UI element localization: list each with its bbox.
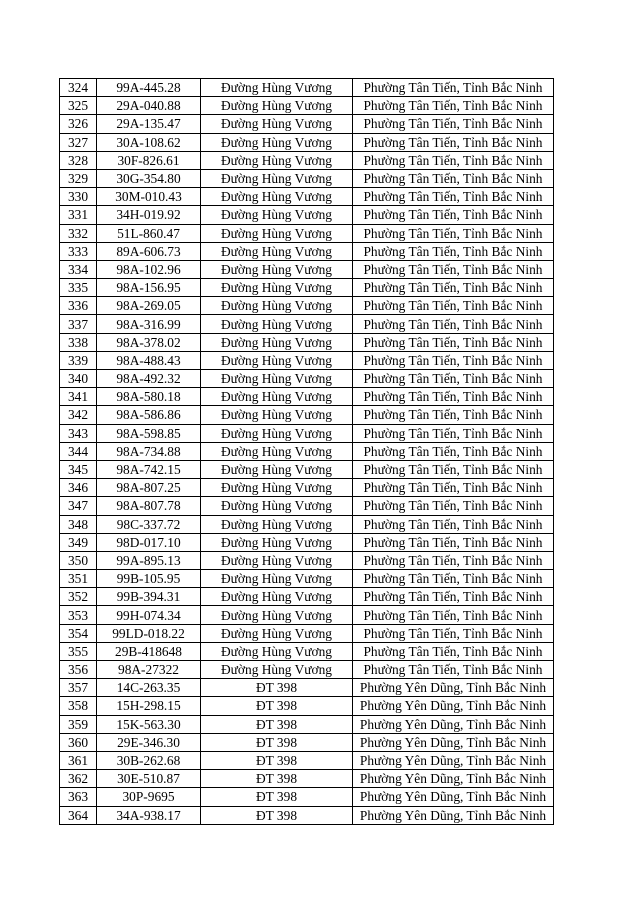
ward-province-cell: Phường Tân Tiến, Tỉnh Bắc Ninh bbox=[353, 424, 554, 442]
row-number-cell: 336 bbox=[60, 297, 97, 315]
table-row bbox=[60, 570, 554, 588]
location-cell: Đường Hùng Vương bbox=[201, 206, 353, 224]
location-cell: ĐT 398 bbox=[201, 770, 353, 788]
row-number-cell: 333 bbox=[60, 242, 97, 260]
ward-province-cell: Phường Tân Tiến, Tỉnh Bắc Ninh bbox=[353, 388, 554, 406]
plate-number-cell: 89A-606.73 bbox=[97, 242, 201, 260]
ward-province-cell: Phường Yên Dũng, Tỉnh Bắc Ninh bbox=[353, 715, 554, 733]
ward-province-cell: Phường Yên Dũng, Tỉnh Bắc Ninh bbox=[353, 788, 554, 806]
table-row bbox=[60, 624, 554, 642]
plate-number-cell: 98A-580.18 bbox=[97, 388, 201, 406]
ward-province-cell: Phường Yên Dũng, Tỉnh Bắc Ninh bbox=[353, 751, 554, 769]
ward-province-cell: Phường Tân Tiến, Tỉnh Bắc Ninh bbox=[353, 224, 554, 242]
table-row bbox=[60, 97, 554, 115]
location-cell: Đường Hùng Vương bbox=[201, 424, 353, 442]
ward-province-cell: Phường Yên Dũng, Tỉnh Bắc Ninh bbox=[353, 770, 554, 788]
plate-number-cell: 98A-269.05 bbox=[97, 297, 201, 315]
row-number-cell: 363 bbox=[60, 788, 97, 806]
row-number-cell: 341 bbox=[60, 388, 97, 406]
location-cell: ĐT 398 bbox=[201, 697, 353, 715]
row-number-cell: 343 bbox=[60, 424, 97, 442]
ward-province-cell: Phường Yên Dũng, Tỉnh Bắc Ninh bbox=[353, 733, 554, 751]
location-cell: Đường Hùng Vương bbox=[201, 315, 353, 333]
ward-province-cell: Phường Tân Tiến, Tỉnh Bắc Ninh bbox=[353, 460, 554, 478]
location-cell: Đường Hùng Vương bbox=[201, 242, 353, 260]
ward-province-cell: Phường Tân Tiến, Tỉnh Bắc Ninh bbox=[353, 169, 554, 187]
location-cell: Đường Hùng Vương bbox=[201, 370, 353, 388]
table-row bbox=[60, 479, 554, 497]
table-row bbox=[60, 315, 554, 333]
location-cell: ĐT 398 bbox=[201, 679, 353, 697]
location-cell: Đường Hùng Vương bbox=[201, 388, 353, 406]
ward-province-cell: Phường Tân Tiến, Tỉnh Bắc Ninh bbox=[353, 642, 554, 660]
plate-number-cell: 98A-316.99 bbox=[97, 315, 201, 333]
location-cell: Đường Hùng Vương bbox=[201, 551, 353, 569]
ward-province-cell: Phường Tân Tiến, Tỉnh Bắc Ninh bbox=[353, 97, 554, 115]
row-number-cell: 338 bbox=[60, 333, 97, 351]
ward-province-cell: Phường Tân Tiến, Tỉnh Bắc Ninh bbox=[353, 551, 554, 569]
table-row bbox=[60, 460, 554, 478]
ward-province-cell: Phường Tân Tiến, Tỉnh Bắc Ninh bbox=[353, 624, 554, 642]
location-cell: Đường Hùng Vương bbox=[201, 406, 353, 424]
row-number-cell: 334 bbox=[60, 260, 97, 278]
ward-province-cell: Phường Tân Tiến, Tỉnh Bắc Ninh bbox=[353, 442, 554, 460]
row-number-cell: 347 bbox=[60, 497, 97, 515]
table-row bbox=[60, 497, 554, 515]
table-row bbox=[60, 333, 554, 351]
plate-number-cell: 30F-826.61 bbox=[97, 151, 201, 169]
row-number-cell: 346 bbox=[60, 479, 97, 497]
ward-province-cell: Phường Tân Tiến, Tỉnh Bắc Ninh bbox=[353, 315, 554, 333]
location-cell: Đường Hùng Vương bbox=[201, 188, 353, 206]
table-row bbox=[60, 715, 554, 733]
ward-province-cell: Phường Tân Tiến, Tỉnh Bắc Ninh bbox=[353, 497, 554, 515]
row-number-cell: 337 bbox=[60, 315, 97, 333]
row-number-cell: 330 bbox=[60, 188, 97, 206]
ward-province-cell: Phường Tân Tiến, Tỉnh Bắc Ninh bbox=[353, 351, 554, 369]
table-row bbox=[60, 588, 554, 606]
plate-number-cell: 34A-938.17 bbox=[97, 806, 201, 824]
ward-province-cell: Phường Yên Dũng, Tỉnh Bắc Ninh bbox=[353, 697, 554, 715]
row-number-cell: 357 bbox=[60, 679, 97, 697]
ward-province-cell: Phường Yên Dũng, Tỉnh Bắc Ninh bbox=[353, 679, 554, 697]
plate-number-cell: 99LD-018.22 bbox=[97, 624, 201, 642]
location-cell: Đường Hùng Vương bbox=[201, 169, 353, 187]
plate-number-cell: 15H-298.15 bbox=[97, 697, 201, 715]
plate-number-cell: 99H-074.34 bbox=[97, 606, 201, 624]
row-number-cell: 331 bbox=[60, 206, 97, 224]
table-row bbox=[60, 533, 554, 551]
table-row bbox=[60, 770, 554, 788]
plate-number-cell: 98A-378.02 bbox=[97, 333, 201, 351]
table-row bbox=[60, 406, 554, 424]
location-cell: Đường Hùng Vương bbox=[201, 642, 353, 660]
table-row bbox=[60, 242, 554, 260]
ward-province-cell: Phường Tân Tiến, Tỉnh Bắc Ninh bbox=[353, 515, 554, 533]
location-cell: Đường Hùng Vương bbox=[201, 515, 353, 533]
row-number-cell: 327 bbox=[60, 133, 97, 151]
row-number-cell: 332 bbox=[60, 224, 97, 242]
location-cell: Đường Hùng Vương bbox=[201, 606, 353, 624]
location-cell: Đường Hùng Vương bbox=[201, 661, 353, 679]
plate-number-cell: 98A-734.88 bbox=[97, 442, 201, 460]
table-body bbox=[60, 79, 554, 825]
ward-province-cell: Phường Tân Tiến, Tỉnh Bắc Ninh bbox=[353, 133, 554, 151]
plate-number-cell: 98A-488.43 bbox=[97, 351, 201, 369]
table-row bbox=[60, 133, 554, 151]
plate-number-cell: 15K-563.30 bbox=[97, 715, 201, 733]
row-number-cell: 359 bbox=[60, 715, 97, 733]
location-cell: Đường Hùng Vương bbox=[201, 224, 353, 242]
table-row bbox=[60, 751, 554, 769]
plate-number-cell: 99A-445.28 bbox=[97, 79, 201, 97]
location-cell: Đường Hùng Vương bbox=[201, 133, 353, 151]
violation-table bbox=[59, 78, 554, 825]
ward-province-cell: Phường Yên Dũng, Tỉnh Bắc Ninh bbox=[353, 806, 554, 824]
plate-number-cell: 29A-040.88 bbox=[97, 97, 201, 115]
plate-number-cell: 99A-895.13 bbox=[97, 551, 201, 569]
location-cell: Đường Hùng Vương bbox=[201, 460, 353, 478]
location-cell: Đường Hùng Vương bbox=[201, 79, 353, 97]
row-number-cell: 360 bbox=[60, 733, 97, 751]
ward-province-cell: Phường Tân Tiến, Tỉnh Bắc Ninh bbox=[353, 115, 554, 133]
plate-number-cell: 30M-010.43 bbox=[97, 188, 201, 206]
ward-province-cell: Phường Tân Tiến, Tỉnh Bắc Ninh bbox=[353, 188, 554, 206]
ward-province-cell: Phường Tân Tiến, Tỉnh Bắc Ninh bbox=[353, 370, 554, 388]
location-cell: Đường Hùng Vương bbox=[201, 297, 353, 315]
table-row bbox=[60, 279, 554, 297]
row-number-cell: 345 bbox=[60, 460, 97, 478]
table-row bbox=[60, 370, 554, 388]
row-number-cell: 354 bbox=[60, 624, 97, 642]
table-row bbox=[60, 260, 554, 278]
row-number-cell: 325 bbox=[60, 97, 97, 115]
row-number-cell: 351 bbox=[60, 570, 97, 588]
ward-province-cell: Phường Tân Tiến, Tỉnh Bắc Ninh bbox=[353, 588, 554, 606]
plate-number-cell: 29A-135.47 bbox=[97, 115, 201, 133]
plate-number-cell: 98A-586.86 bbox=[97, 406, 201, 424]
table-row bbox=[60, 515, 554, 533]
location-cell: ĐT 398 bbox=[201, 715, 353, 733]
location-cell: Đường Hùng Vương bbox=[201, 351, 353, 369]
row-number-cell: 344 bbox=[60, 442, 97, 460]
row-number-cell: 349 bbox=[60, 533, 97, 551]
ward-province-cell: Phường Tân Tiến, Tỉnh Bắc Ninh bbox=[353, 479, 554, 497]
plate-number-cell: 98A-27322 bbox=[97, 661, 201, 679]
location-cell: ĐT 398 bbox=[201, 806, 353, 824]
plate-number-cell: 98A-598.85 bbox=[97, 424, 201, 442]
location-cell: Đường Hùng Vương bbox=[201, 479, 353, 497]
location-cell: Đường Hùng Vương bbox=[201, 260, 353, 278]
table-row bbox=[60, 151, 554, 169]
ward-province-cell: Phường Tân Tiến, Tỉnh Bắc Ninh bbox=[353, 279, 554, 297]
table-row bbox=[60, 788, 554, 806]
ward-province-cell: Phường Tân Tiến, Tỉnh Bắc Ninh bbox=[353, 661, 554, 679]
location-cell: Đường Hùng Vương bbox=[201, 97, 353, 115]
ward-province-cell: Phường Tân Tiến, Tỉnh Bắc Ninh bbox=[353, 333, 554, 351]
table-row bbox=[60, 806, 554, 824]
plate-number-cell: 51L-860.47 bbox=[97, 224, 201, 242]
plate-number-cell: 30A-108.62 bbox=[97, 133, 201, 151]
table-row bbox=[60, 224, 554, 242]
table-row bbox=[60, 551, 554, 569]
location-cell: Đường Hùng Vương bbox=[201, 115, 353, 133]
table-row bbox=[60, 297, 554, 315]
plate-number-cell: 30E-510.87 bbox=[97, 770, 201, 788]
row-number-cell: 328 bbox=[60, 151, 97, 169]
row-number-cell: 361 bbox=[60, 751, 97, 769]
location-cell: Đường Hùng Vương bbox=[201, 570, 353, 588]
row-number-cell: 342 bbox=[60, 406, 97, 424]
plate-number-cell: 98A-807.78 bbox=[97, 497, 201, 515]
plate-number-cell: 99B-105.95 bbox=[97, 570, 201, 588]
plate-number-cell: 98D-017.10 bbox=[97, 533, 201, 551]
location-cell: Đường Hùng Vương bbox=[201, 588, 353, 606]
row-number-cell: 350 bbox=[60, 551, 97, 569]
ward-province-cell: Phường Tân Tiến, Tỉnh Bắc Ninh bbox=[353, 297, 554, 315]
row-number-cell: 329 bbox=[60, 169, 97, 187]
plate-number-cell: 30P-9695 bbox=[97, 788, 201, 806]
row-number-cell: 339 bbox=[60, 351, 97, 369]
location-cell: ĐT 398 bbox=[201, 788, 353, 806]
table-row bbox=[60, 642, 554, 660]
table-row bbox=[60, 606, 554, 624]
location-cell: Đường Hùng Vương bbox=[201, 279, 353, 297]
row-number-cell: 335 bbox=[60, 279, 97, 297]
row-number-cell: 348 bbox=[60, 515, 97, 533]
table-row bbox=[60, 79, 554, 97]
table-row bbox=[60, 442, 554, 460]
plate-number-cell: 29E-346.30 bbox=[97, 733, 201, 751]
plate-number-cell: 98A-807.25 bbox=[97, 479, 201, 497]
ward-province-cell: Phường Tân Tiến, Tỉnh Bắc Ninh bbox=[353, 260, 554, 278]
plate-number-cell: 98A-102.96 bbox=[97, 260, 201, 278]
plate-number-cell: 98A-156.95 bbox=[97, 279, 201, 297]
row-number-cell: 358 bbox=[60, 697, 97, 715]
table-row bbox=[60, 188, 554, 206]
plate-number-cell: 34H-019.92 bbox=[97, 206, 201, 224]
location-cell: ĐT 398 bbox=[201, 751, 353, 769]
row-number-cell: 324 bbox=[60, 79, 97, 97]
plate-number-cell: 30G-354.80 bbox=[97, 169, 201, 187]
location-cell: Đường Hùng Vương bbox=[201, 333, 353, 351]
plate-number-cell: 99B-394.31 bbox=[97, 588, 201, 606]
table-row bbox=[60, 388, 554, 406]
location-cell: Đường Hùng Vương bbox=[201, 497, 353, 515]
plate-number-cell: 98A-742.15 bbox=[97, 460, 201, 478]
table-row bbox=[60, 169, 554, 187]
table-row bbox=[60, 206, 554, 224]
row-number-cell: 353 bbox=[60, 606, 97, 624]
row-number-cell: 352 bbox=[60, 588, 97, 606]
table-row bbox=[60, 115, 554, 133]
table-row bbox=[60, 424, 554, 442]
row-number-cell: 356 bbox=[60, 661, 97, 679]
table-row bbox=[60, 661, 554, 679]
location-cell: Đường Hùng Vương bbox=[201, 533, 353, 551]
location-cell: ĐT 398 bbox=[201, 733, 353, 751]
plate-number-cell: 29B-418648 bbox=[97, 642, 201, 660]
table-row bbox=[60, 733, 554, 751]
plate-number-cell: 98C-337.72 bbox=[97, 515, 201, 533]
ward-province-cell: Phường Tân Tiến, Tỉnh Bắc Ninh bbox=[353, 151, 554, 169]
table-row bbox=[60, 697, 554, 715]
location-cell: Đường Hùng Vương bbox=[201, 442, 353, 460]
table-row bbox=[60, 351, 554, 369]
ward-province-cell: Phường Tân Tiến, Tỉnh Bắc Ninh bbox=[353, 570, 554, 588]
location-cell: Đường Hùng Vương bbox=[201, 151, 353, 169]
plate-number-cell: 98A-492.32 bbox=[97, 370, 201, 388]
row-number-cell: 326 bbox=[60, 115, 97, 133]
row-number-cell: 355 bbox=[60, 642, 97, 660]
row-number-cell: 340 bbox=[60, 370, 97, 388]
ward-province-cell: Phường Tân Tiến, Tỉnh Bắc Ninh bbox=[353, 406, 554, 424]
location-cell: Đường Hùng Vương bbox=[201, 624, 353, 642]
ward-province-cell: Phường Tân Tiến, Tỉnh Bắc Ninh bbox=[353, 79, 554, 97]
ward-province-cell: Phường Tân Tiến, Tỉnh Bắc Ninh bbox=[353, 206, 554, 224]
plate-number-cell: 14C-263.35 bbox=[97, 679, 201, 697]
row-number-cell: 364 bbox=[60, 806, 97, 824]
ward-province-cell: Phường Tân Tiến, Tỉnh Bắc Ninh bbox=[353, 533, 554, 551]
ward-province-cell: Phường Tân Tiến, Tỉnh Bắc Ninh bbox=[353, 242, 554, 260]
plate-number-cell: 30B-262.68 bbox=[97, 751, 201, 769]
row-number-cell: 362 bbox=[60, 770, 97, 788]
table-row bbox=[60, 679, 554, 697]
ward-province-cell: Phường Tân Tiến, Tỉnh Bắc Ninh bbox=[353, 606, 554, 624]
